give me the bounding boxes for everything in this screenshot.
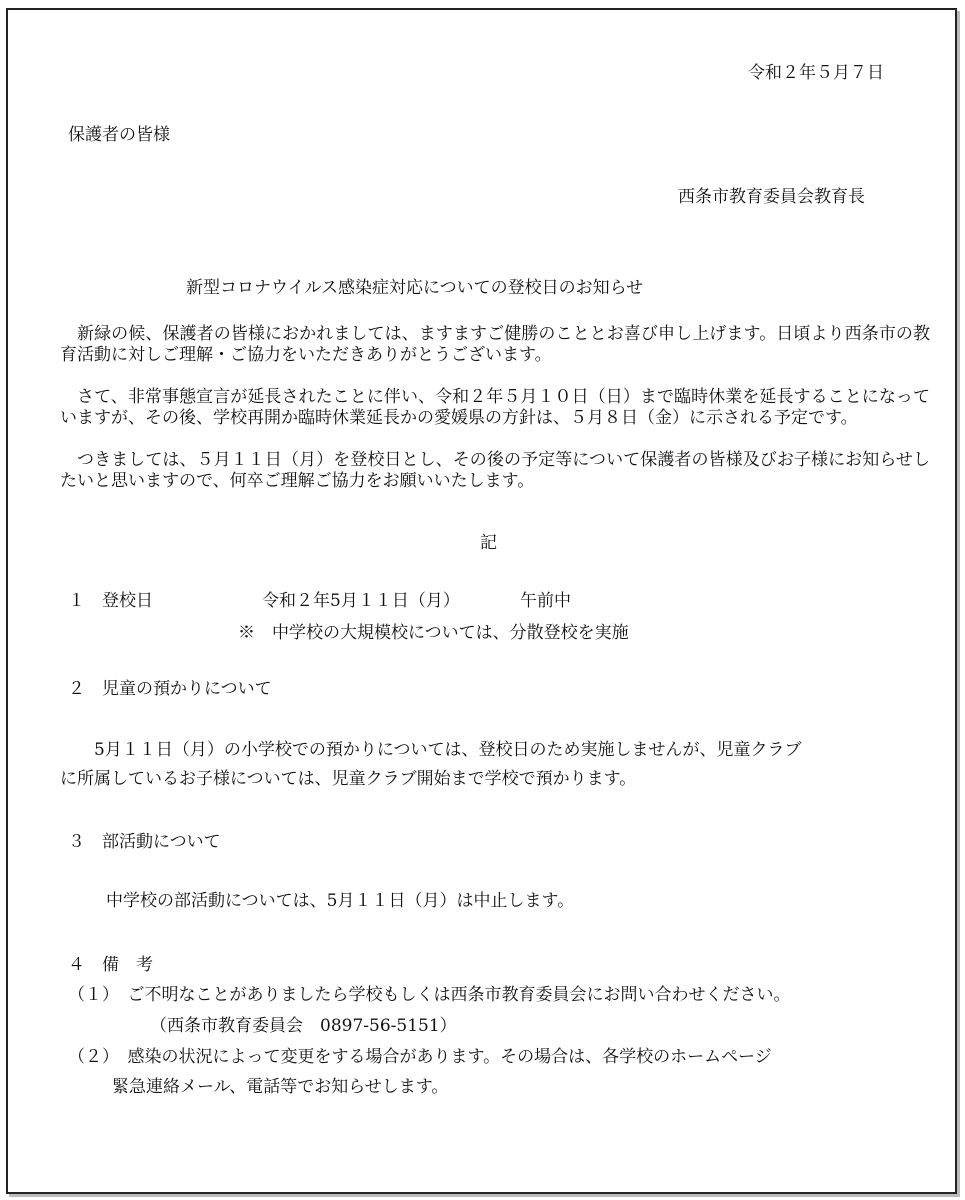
section-3-heading: ３ 部活動について	[68, 832, 221, 852]
intro-request: つきましては、５月１１日（月）を登校日とし、その後の予定等について保護者の皆様及びお子様にお知らせしたいと思いますので、何卒ご理解ご協力をお願いいたします。	[60, 450, 930, 491]
section-2-line1: 5月１１日（月）の小学校での預かりについては、登校日のため実施しませんが、児童クラブ	[94, 740, 802, 760]
intro-situation: さて、非常事態宣言が延長されたことに伴い、令和２年５月１０日（日）まで臨時休業を延長することになっていますが、その後、学校再開か臨時休業延長かの愛媛県の方針は、５月８日（金）に示される予定です。	[60, 387, 930, 428]
section-4-item2-line1: （２） 感染の状況によって変更をする場合があります。その場合は、各学校のホームページ	[68, 1047, 772, 1067]
section-1-heading: １ 登校日	[68, 591, 153, 611]
section-1-note: ※ 中学校の大規模校については、分散登校を実施	[238, 623, 629, 643]
section-3-body: 中学校の部活動については、5月１１日（月）は中止します。	[106, 891, 575, 911]
notice-document	[6, 8, 957, 1194]
section-4-heading: ４ 備 考	[68, 955, 153, 975]
section-4-item1: （１） ご不明なことがありましたら学校もしくは西条市教育委員会にお問い合わせください。	[68, 985, 791, 1005]
section-1-date: 令和２年5月１１日（月）	[262, 591, 460, 611]
section-1-time: 午前中	[520, 591, 571, 611]
notice-title: 新型コロナウイルス感染症対応についての登校日のお知らせ	[186, 278, 644, 298]
sender: 西条市教育委員会教育長	[678, 187, 865, 207]
addressee: 保護者の皆様	[68, 125, 170, 145]
ki-heading: 記	[480, 533, 497, 553]
section-2-heading: ２ 児童の預かりについて	[68, 679, 272, 699]
section-4-contact: （西条市教育委員会 0897-56-5151）	[150, 1016, 457, 1036]
section-2-line2: に所属しているお子様については、児童クラブ開始まで学校で預かります。	[60, 769, 637, 789]
intro-greeting: 新緑の候、保護者の皆様におかれましては、ますますご健勝のこととお喜び申し上げます。日頃より西条市の教育活動に対しご理解・ご協力をいただきありがとうございます。	[60, 324, 930, 365]
section-4-item2-line2: 緊急連絡メール、電話等でお知らせします。	[112, 1077, 449, 1097]
issue-date: 令和２年５月７日	[748, 63, 884, 83]
